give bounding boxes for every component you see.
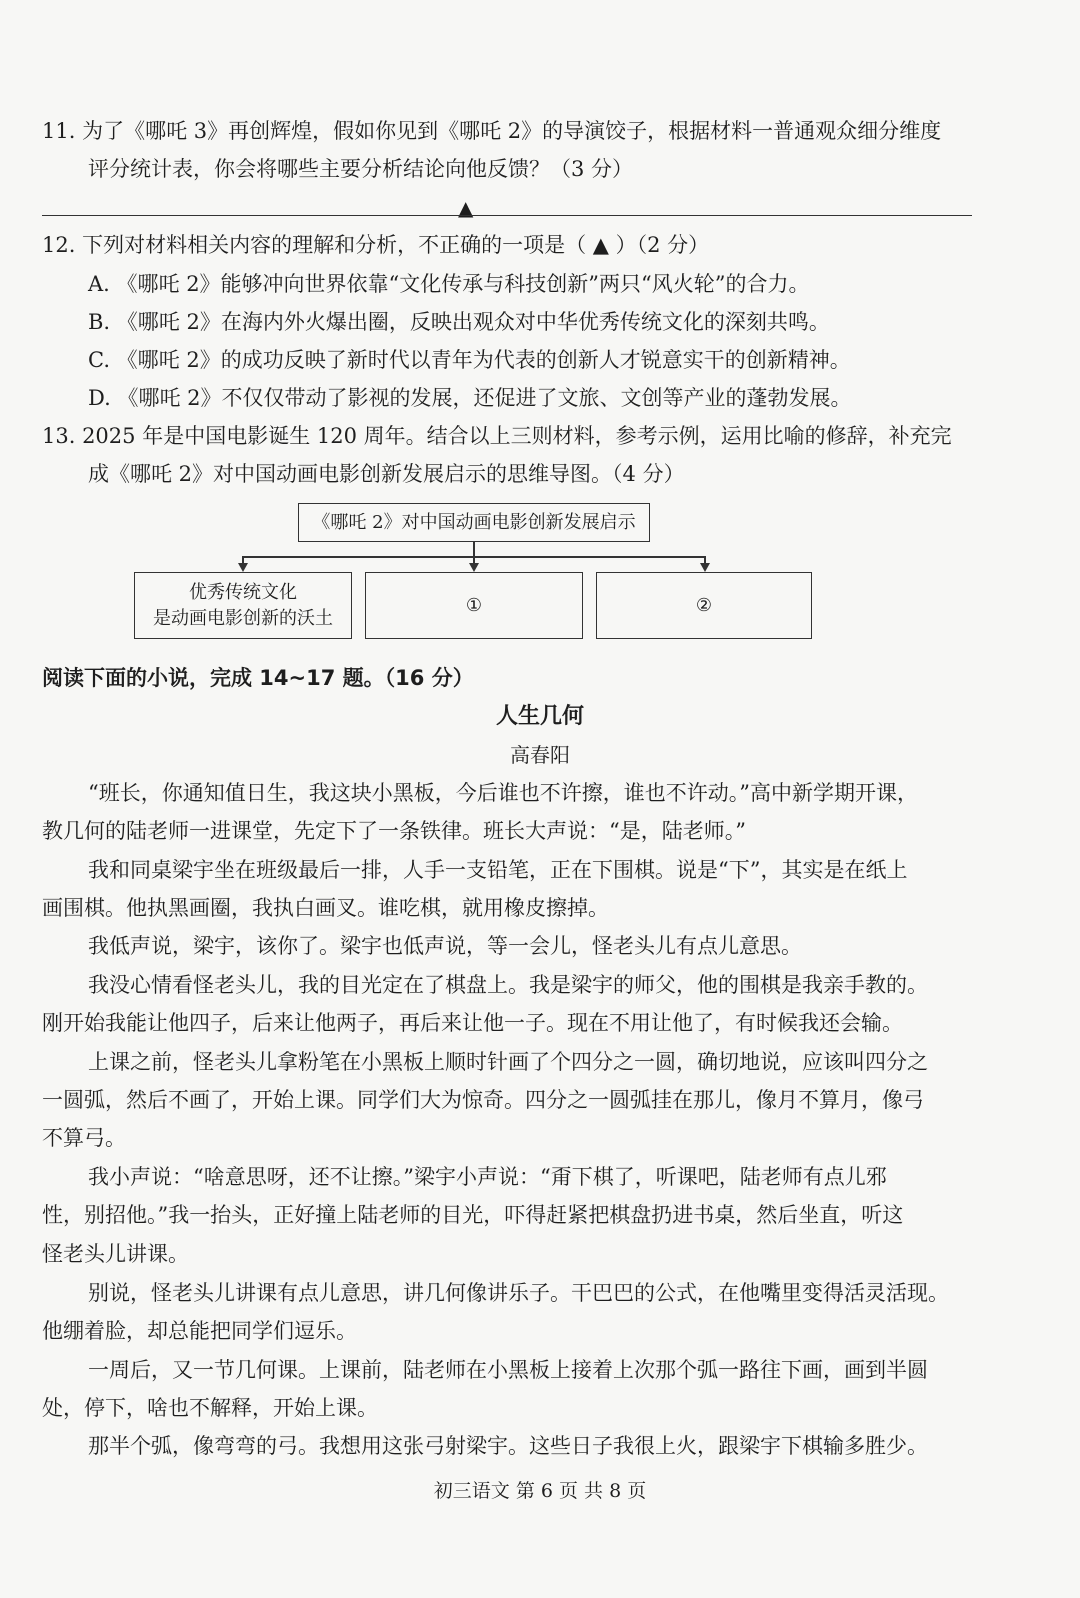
q12-option-d: D. 《哪吒 2》不仅仅带动了影视的发展，还促进了文旅、文创等产业的蓬勃发展。: [88, 386, 852, 410]
story-line: 教几何的陆老师一进课堂，先定下了一条铁律。班长大声说：“是，陆老师。”: [42, 819, 746, 843]
story-line: 刚开始我能让他四子，后来让他两子，再后来让他一子。现在不用让他了，有时候我还会输。: [42, 1011, 903, 1035]
story-line: 性，别招他。”我一抬头，正好撞上陆老师的目光，吓得赶紧把棋盘扔进书桌，然后坐直，听这: [42, 1203, 904, 1227]
story-line: “班长，你通知值日生，我这块小黑板，今后谁也不许擦，谁也不许动。”高中新学期开课，: [88, 781, 918, 805]
story-line: 处，停下，啥也不解释，开始上课。: [42, 1396, 378, 1420]
q12-stem: 12. 下列对材料相关内容的理解和分析，不正确的一项是（ ▲ ）（2 分）: [42, 233, 710, 257]
story-line: 画围棋。他执黑画圈，我执白画叉。谁吃棋，就用橡皮擦掉。: [42, 896, 609, 920]
arrow-down-icon: [469, 563, 479, 572]
story-line: 他绷着脸，却总能把同学们逗乐。: [42, 1319, 357, 1343]
blank-2-label: ②: [695, 594, 713, 616]
reading-instruction: 阅读下面的小说，完成 14~17 题。（16 分）: [42, 666, 474, 690]
story-author: 高春阳: [510, 743, 570, 767]
mindmap-root-label: 《哪吒 2》对中国动画电影创新发展启示: [312, 511, 636, 533]
q13-line2: 成《哪吒 2》对中国动画电影创新发展启示的思维导图。（4 分）: [88, 462, 685, 486]
blank-1-label: ①: [465, 594, 483, 616]
mindmap-blank-1: [365, 572, 583, 639]
mindmap-blank-2: [596, 572, 812, 639]
story-line: 怪老头儿讲课。: [42, 1242, 189, 1266]
story-line: 别说，怪老头儿讲课有点儿意思，讲几何像讲乐子。干巴巴的公式，在他嘴里变得活灵活现。: [88, 1281, 949, 1305]
q11-line2: 评分统计表，你会将哪些主要分析结论向他反馈？（3 分）: [88, 157, 634, 181]
example-line2: 是动画电影创新的沃土: [153, 607, 333, 629]
page-footer: 初三语文 第 6 页 共 8 页: [433, 1480, 647, 1502]
q13-line1: 13. 2025 年是中国电影诞生 120 周年。结合以上三则材料，参考示例，运用比喻的修辞，补充完: [42, 424, 952, 448]
story-line: 我没心情看怪老头儿，我的目光定在了棋盘上。我是梁宇的师父，他的围棋是我亲手教的。: [88, 973, 928, 997]
example-line1: 优秀传统文化: [189, 581, 297, 603]
story-title: 人生几何: [495, 704, 584, 729]
connector-stem: [473, 542, 475, 556]
story-line: 我和同桌梁宇坐在班级最后一排，人手一支铅笔，正在下围棋。说是“下”，其实是在纸上: [88, 858, 908, 882]
story-line: 我低声说，梁宇，该你了。梁宇也低声说，等一会儿，怪老头儿有点儿意思。: [88, 934, 802, 958]
q12-option-c: C. 《哪吒 2》的成功反映了新时代以青年为代表的创新人才锐意实干的创新精神。: [88, 348, 851, 372]
mindmap-root: [298, 503, 650, 542]
q12-option-b: B. 《哪吒 2》在海内外火爆出圈，反映出观众对中华优秀传统文化的深刻共鸣。: [88, 310, 830, 334]
q12-option-a: A. 《哪吒 2》能够冲向世界依靠“文化传承与科技创新”两只“风火轮”的合力。: [88, 272, 810, 296]
story-line: 一圆弧，然后不画了，开始上课。同学们大为惊奇。四分之一圆弧挂在那儿，像月不算月，像弓: [42, 1088, 924, 1112]
story-line: 我小声说：“啥意思呀，还不让擦。”梁宇小声说：“甭下棋了，听课吧，陆老师有点儿邪: [88, 1165, 887, 1189]
story-line: 不算弓。: [42, 1126, 126, 1150]
story-line: 上课之前，怪老头儿拿粉笔在小黑板上顺时针画了个四分之一圆，确切地说，应该叫四分之: [88, 1050, 928, 1074]
story-line: 那半个弧，像弯弯的弓。我想用这张弓射梁宇。这些日子我很上火，跟梁宇下棋输多胜少。: [88, 1434, 928, 1458]
q11-line1: 11. 为了《哪吒 3》再创辉煌，假如你见到《哪吒 2》的导演饺子，根据材料一普通观众细分维度: [42, 119, 942, 143]
story-line: 一周后，又一节几何课。上课前，陆老师在小黑板上接着上次那个弧一路往下画，画到半圆: [88, 1358, 928, 1382]
arrow-down-icon: [238, 563, 248, 572]
answer-mark-icon: ▲: [458, 196, 474, 220]
answer-line: [42, 215, 972, 216]
arrow-down-icon: [700, 563, 710, 572]
mindmap-example-box: [134, 572, 352, 639]
